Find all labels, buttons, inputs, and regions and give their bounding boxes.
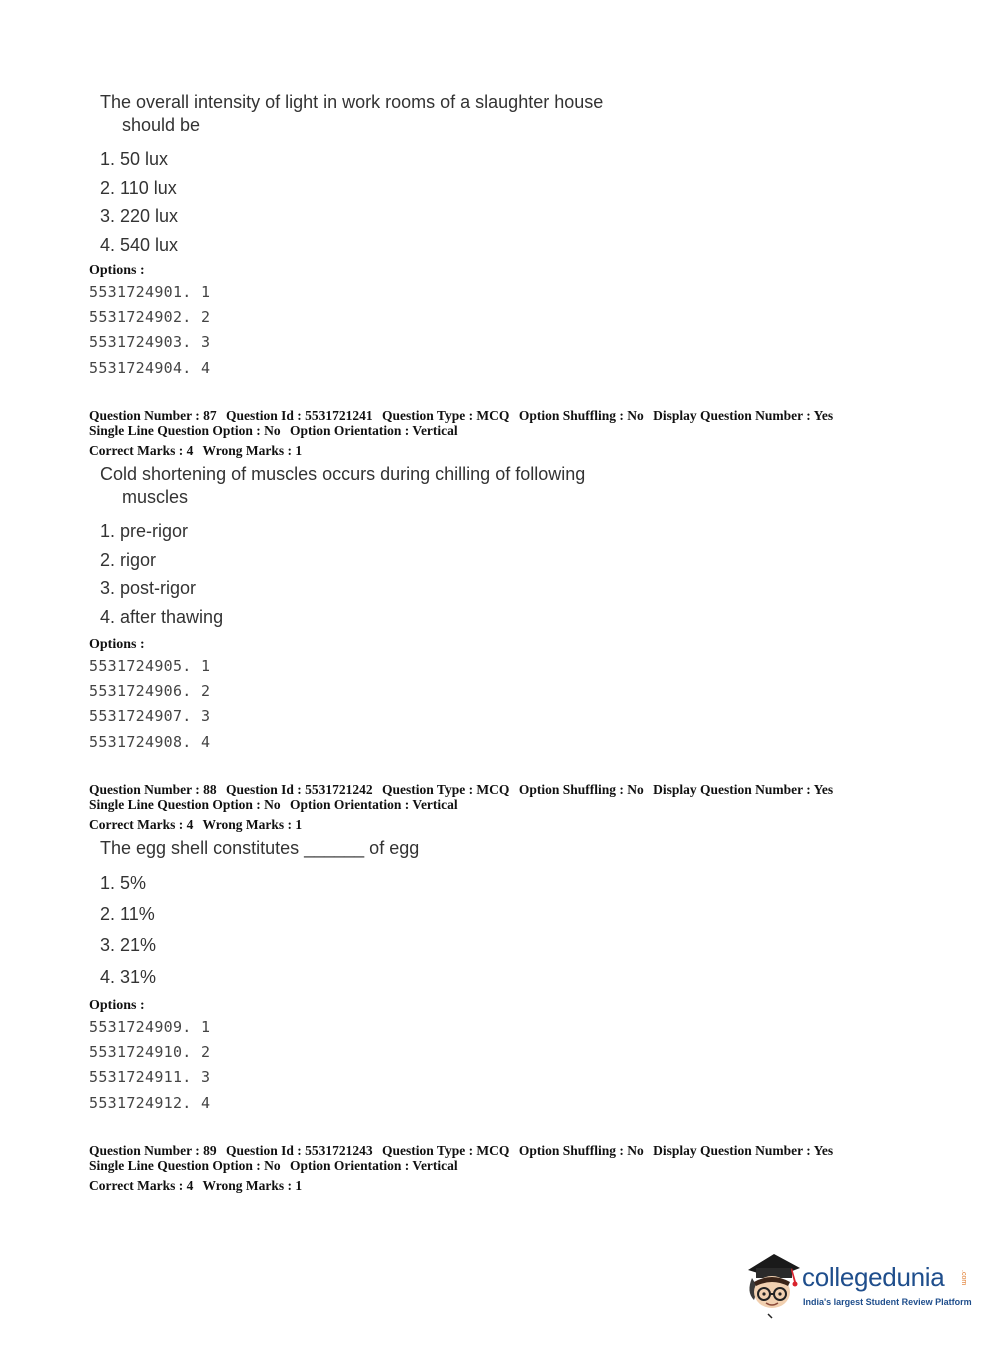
option-id: 5531724908. 4 xyxy=(89,733,211,751)
single-line-option: Single Line Question Option : No xyxy=(89,797,281,812)
wrong-marks: Wrong Marks : 1 xyxy=(202,443,303,458)
mascot-icon xyxy=(742,1248,802,1320)
option-id: 5531724912. 4 xyxy=(89,1094,211,1112)
answer-choice: 2. 11% xyxy=(100,904,155,924)
question-number: Question Number : 87 xyxy=(89,408,217,423)
option-shuffling: Option Shuffling : No xyxy=(518,408,644,423)
question-type: Question Type : MCQ xyxy=(382,408,510,423)
answer-choice: 1. 50 lux xyxy=(100,149,169,169)
question-marks xyxy=(89,1178,308,1193)
single-line-option: Single Line Question Option : No xyxy=(89,423,281,438)
correct-marks: Correct Marks : 4 xyxy=(89,817,194,832)
answer-choice: 3. post-rigor xyxy=(100,578,197,598)
option-id: 5531724902. 2 xyxy=(89,308,211,326)
question-marks xyxy=(89,443,308,458)
answer-choice: 2. 110 lux xyxy=(100,178,177,198)
option-id: 5531724906. 2 xyxy=(89,682,211,700)
question-type: Question Type : MCQ xyxy=(382,1143,510,1158)
logo-wordmark: collegedunia xyxy=(802,1262,945,1292)
option-orientation: Option Orientation : Vertical xyxy=(290,797,458,812)
answer-choice: 1. pre-rigor xyxy=(100,521,189,541)
question-text xyxy=(100,837,620,860)
answer-choice: 4. 31% xyxy=(100,967,157,987)
correct-marks: Correct Marks : 4 xyxy=(89,443,194,458)
question-line: muscles xyxy=(122,487,189,507)
option-shuffling: Option Shuffling : No xyxy=(518,1143,644,1158)
correct-marks: Correct Marks : 4 xyxy=(89,1178,194,1193)
collegedunia-logo xyxy=(742,1248,972,1320)
options-label: Options : xyxy=(89,998,145,1013)
answer-choice: 4. after thawing xyxy=(100,607,224,627)
question-number: Question Number : 88 xyxy=(89,782,217,797)
answer-choice: 4. 540 lux xyxy=(100,235,179,255)
option-id: 5531724911. 3 xyxy=(89,1068,211,1086)
display-question-number: Display Question Number : Yes xyxy=(653,1143,834,1158)
wrong-marks: Wrong Marks : 1 xyxy=(202,817,303,832)
question-line: Cold shortening of muscles occurs during chilling of following xyxy=(100,464,586,484)
option-id: 5531724910. 2 xyxy=(89,1043,211,1061)
question-meta xyxy=(89,408,839,423)
question-marks xyxy=(89,817,308,832)
options-label: Options : xyxy=(89,637,145,652)
display-question-number: Display Question Number : Yes xyxy=(653,782,834,797)
options-label: Options : xyxy=(89,263,145,278)
option-id: 5531724904. 4 xyxy=(89,359,211,377)
option-id: 5531724907. 3 xyxy=(89,707,211,725)
option-orientation: Option Orientation : Vertical xyxy=(290,423,458,438)
logo-tagline: India's largest Student Review Platform xyxy=(803,1297,972,1307)
question-meta xyxy=(89,797,464,812)
question-line: The overall intensity of light in work rooms of a slaughter house xyxy=(100,92,604,112)
question-id: Question Id : 5531721243 xyxy=(226,1143,373,1158)
question-text xyxy=(100,463,620,509)
option-id: 5531724903. 3 xyxy=(89,333,211,351)
answer-choice: 2. rigor xyxy=(100,550,157,570)
answer-choice: 3. 220 lux xyxy=(100,206,179,226)
answer-choice: 1. 5% xyxy=(100,873,147,893)
question-meta xyxy=(89,1158,464,1173)
logo-com: .com xyxy=(960,1270,967,1286)
answer-choice: 3. 21% xyxy=(100,935,157,955)
option-id: 5531724901. 1 xyxy=(89,283,211,301)
question-number: Question Number : 89 xyxy=(89,1143,217,1158)
display-question-number: Display Question Number : Yes xyxy=(653,408,834,423)
question-type: Question Type : MCQ xyxy=(382,782,510,797)
option-id: 5531724909. 1 xyxy=(89,1018,211,1036)
option-orientation: Option Orientation : Vertical xyxy=(290,1158,458,1173)
question-id: Question Id : 5531721242 xyxy=(226,782,373,797)
question-id: Question Id : 5531721241 xyxy=(226,408,373,423)
question-line: should be xyxy=(122,115,201,135)
single-line-option: Single Line Question Option : No xyxy=(89,1158,281,1173)
question-meta xyxy=(89,1143,839,1158)
question-text xyxy=(100,91,620,137)
option-shuffling: Option Shuffling : No xyxy=(518,782,644,797)
question-line: The egg shell constitutes ______ of egg xyxy=(100,838,420,858)
wrong-marks: Wrong Marks : 1 xyxy=(202,1178,303,1193)
option-id: 5531724905. 1 xyxy=(89,657,211,675)
question-meta xyxy=(89,423,464,438)
question-meta xyxy=(89,782,839,797)
